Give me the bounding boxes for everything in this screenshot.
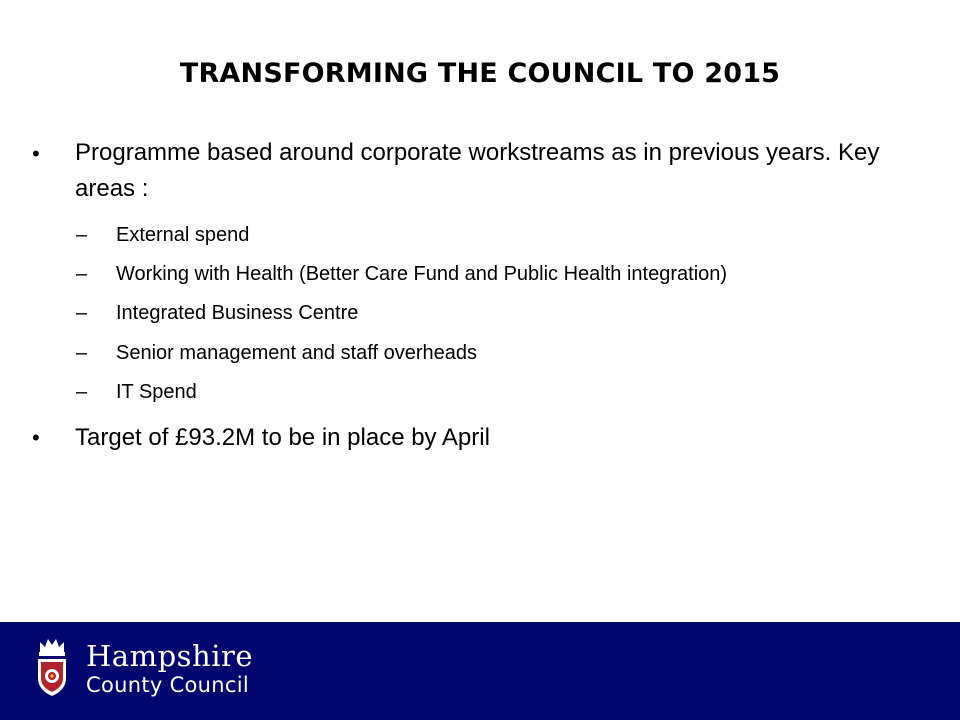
sub-bullet-item (0, 300, 960, 330)
sub-bullet-item (0, 222, 960, 252)
sub-bullet-text: Working with Health (Better Care Fund and Public Health integration) (116, 263, 728, 285)
sub-bullet-item (0, 379, 960, 409)
sub-bullet-text: IT Spend (116, 381, 197, 403)
sub-bullet-marker: – (76, 224, 88, 246)
bullet-text: Target of £93.2M to be in place by April (75, 424, 490, 451)
bullet-marker: • (32, 141, 40, 166)
slide-title: TRANSFORMING THE COUNCIL TO 2015 (179, 58, 781, 89)
sub-bullet-marker: – (76, 302, 88, 324)
sub-bullet-item (0, 261, 960, 291)
sub-bullet-text: External spend (116, 224, 250, 246)
sub-bullet-text: Integrated Business Centre (116, 302, 359, 324)
sub-bullet-text: Senior management and staff overheads (116, 342, 477, 364)
org-name: Hampshire (86, 639, 254, 673)
crest-icon (34, 636, 70, 706)
sub-bullet-marker: – (76, 342, 88, 364)
bullet-text: Programme based around corporate workstreams as in previous years. Key areas : (75, 139, 880, 202)
sub-bullet-marker: – (76, 263, 88, 285)
bullet-marker: • (32, 425, 40, 450)
org-subname: County Council (86, 673, 250, 697)
sub-bullet-marker: – (76, 381, 88, 403)
sub-bullet-item (0, 340, 960, 370)
footer-bar (0, 622, 960, 720)
